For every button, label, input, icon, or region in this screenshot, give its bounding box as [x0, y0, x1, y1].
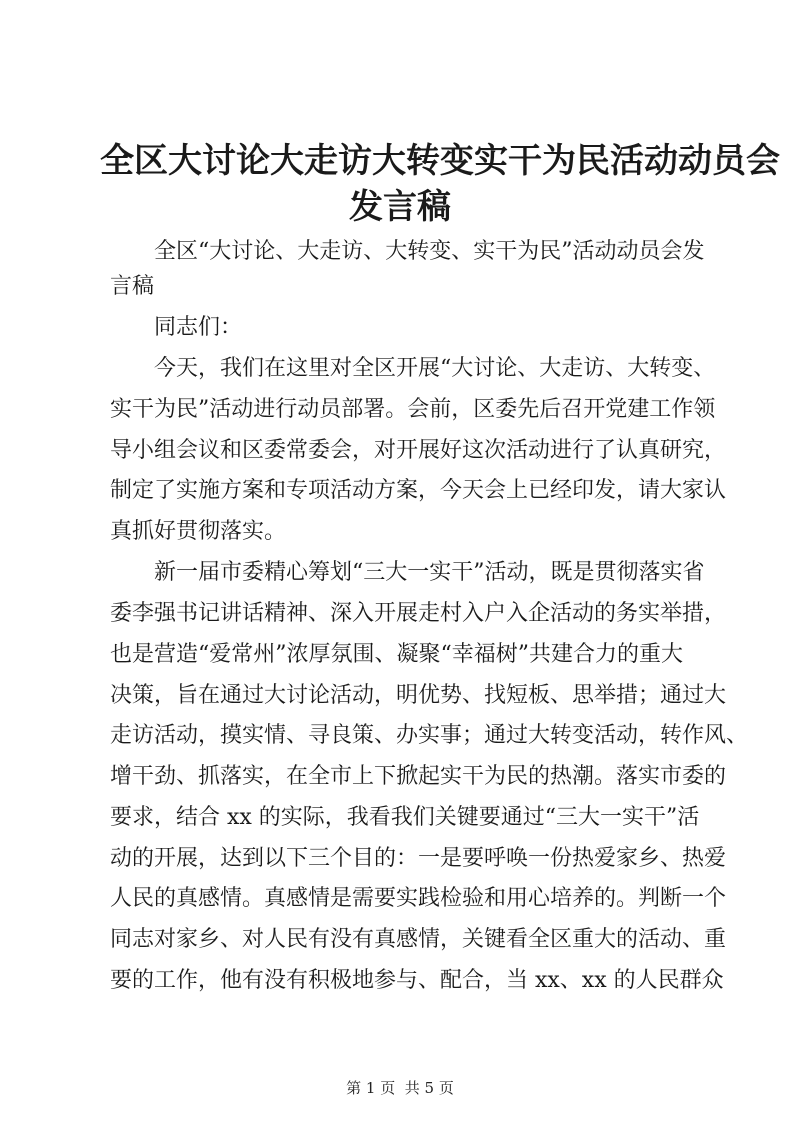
body-line: 新一届市委精心筹划“三大一实干”活动，既是贯彻落实省	[110, 560, 705, 585]
body-line: 实干为民”活动进行动员部署。会前，区委先后召开党建工作领	[110, 397, 716, 422]
document-title-line-2: 发言稿	[349, 187, 451, 227]
body-line: 言稿	[110, 274, 155, 299]
body-line: 真抓好贯彻落实。	[110, 519, 287, 544]
body-line: 要求，结合 xx 的实际，我看我们关键要通过“三大一实干”活	[110, 805, 700, 830]
body-line: 人民的真感情。真感情是需要实践检验和用心培养的。判断一个	[110, 886, 727, 911]
body-line: 导小组会议和区委常委会，对开展好这次活动进行了认真研究，	[110, 438, 727, 463]
body-line: 委李强书记讲话精神、深入开展走村入户入企活动的务实举措，	[110, 601, 727, 626]
document-title-line-1: 全区大讨论大走访大转变实干为民活动动员会	[100, 141, 780, 181]
body-line: 全区“大讨论、大走访、大转变、实干为民”活动动员会发	[110, 239, 705, 264]
body-line: 同志对家乡、对人民有没有真感情，关键看全区重大的活动、重	[110, 927, 727, 952]
body-line: 今天，我们在这里对全区开展“大讨论、大走访、大转变、	[110, 356, 716, 381]
page-footer: 第 1 页 共 5 页	[346, 1079, 454, 1097]
body-line: 制定了实施方案和专项活动方案，今天会上已经印发，请大家认	[110, 478, 727, 503]
body-line: 要的工作，他有没有积极地参与、配合，当 xx、xx 的人民群众	[110, 968, 724, 993]
body-line: 增干劲、抓落实，在全市上下掀起实干为民的热潮。落实市委的	[110, 764, 727, 789]
body-line: 决策，旨在通过大讨论活动，明优势、找短板、思举措；通过大	[110, 683, 727, 708]
body-line: 走访活动，摸实情、寻良策、办实事；通过大转变活动，转作风、	[110, 723, 749, 748]
body-line: 也是营造“爱常州”浓厚氛围、凝聚“幸福树”共建合力的重大	[110, 642, 683, 667]
body-line: 动的开展，达到以下三个目的：一是要呼唤一份热爱家乡、热爱	[110, 846, 727, 871]
body-line: 同志们：	[110, 315, 243, 340]
